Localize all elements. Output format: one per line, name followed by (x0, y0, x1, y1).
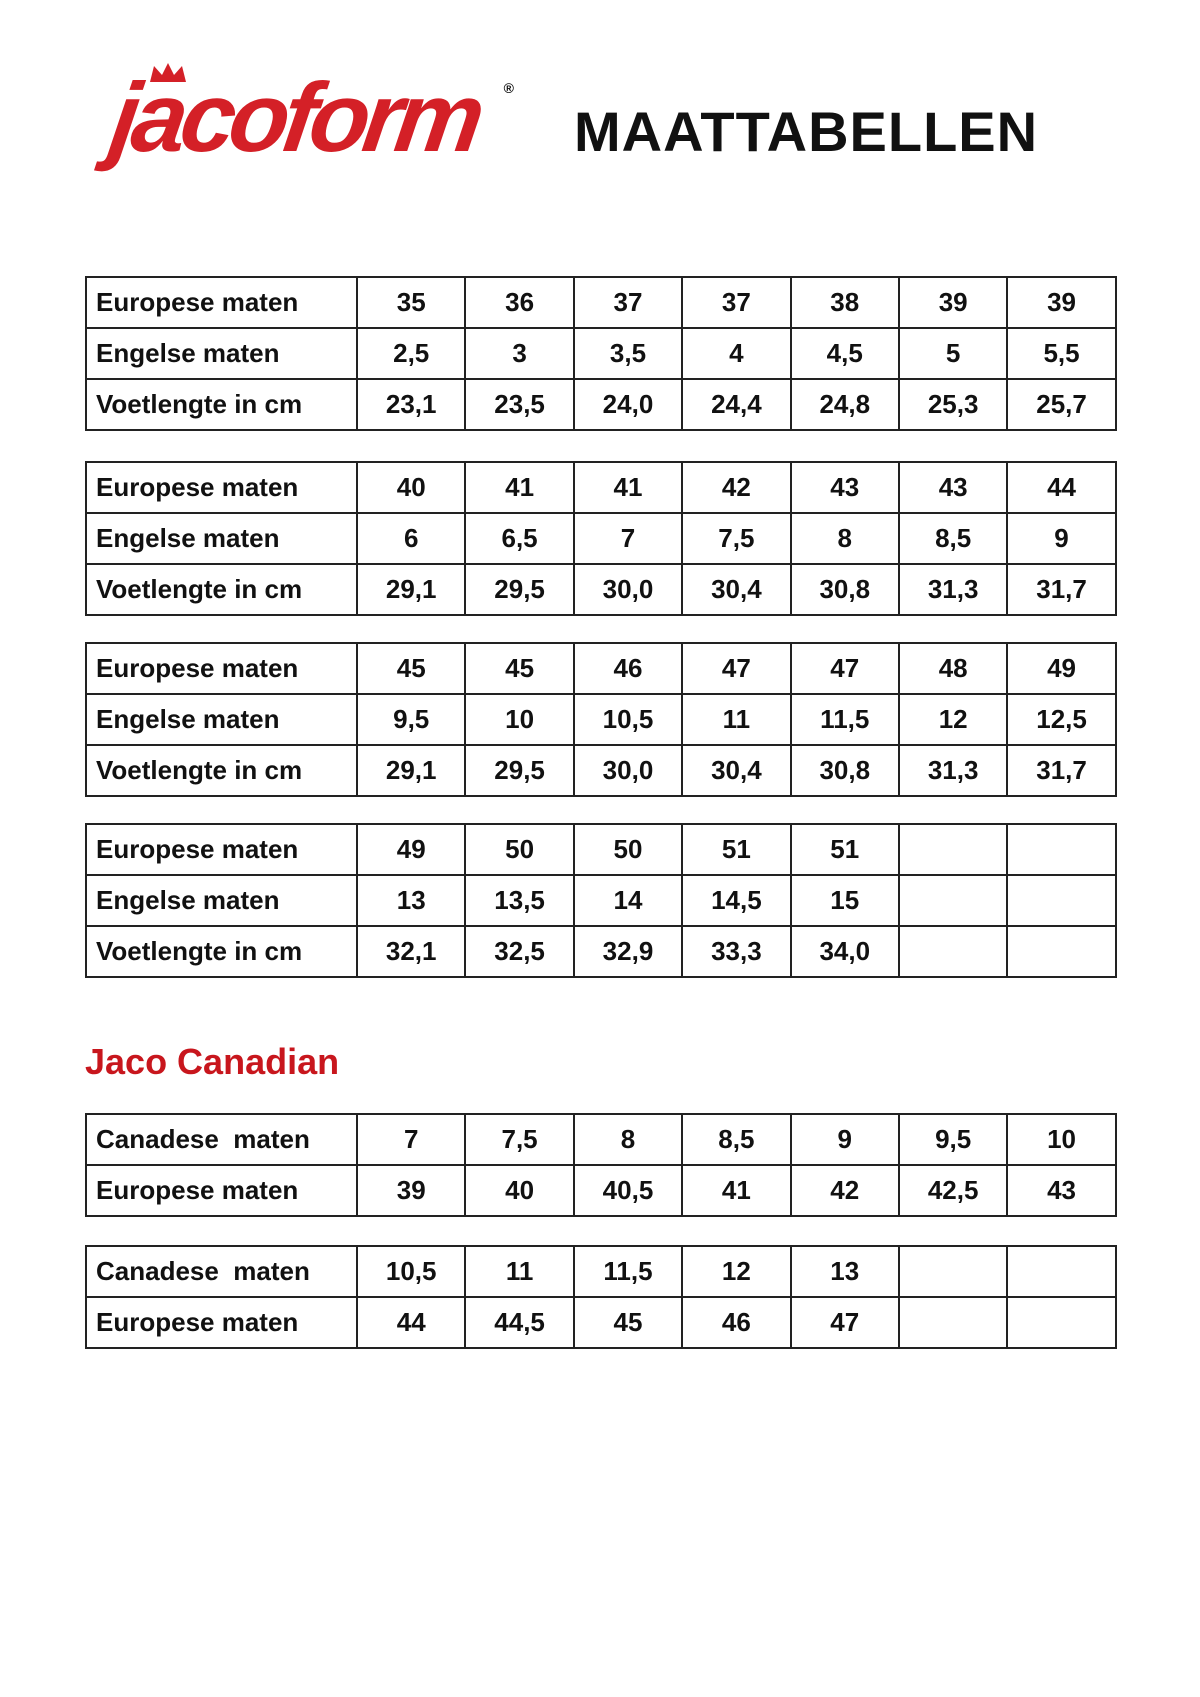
size-cell: 30,4 (682, 564, 790, 615)
size-cell: 9,5 (357, 694, 465, 745)
size-cell: 8,5 (682, 1114, 790, 1165)
size-cell: 7 (574, 513, 682, 564)
row-label: Europese maten (86, 643, 357, 694)
table-row (86, 564, 1116, 615)
size-cell: 2,5 (357, 328, 465, 379)
row-label: Europese maten (86, 277, 357, 328)
size-cell (899, 875, 1007, 926)
size-cell: 50 (465, 824, 573, 875)
jacoform-logo (104, 62, 522, 180)
size-cell: 42 (682, 462, 790, 513)
size-cell: 31,7 (1007, 564, 1115, 615)
size-cell: 25,3 (899, 379, 1007, 430)
size-cell: 30,0 (574, 745, 682, 796)
size-cell: 24,8 (791, 379, 899, 430)
row-label: Europese maten (86, 824, 357, 875)
size-cell: 11 (465, 1246, 573, 1297)
size-cell: 24,4 (682, 379, 790, 430)
size-cell: 34,0 (791, 926, 899, 977)
size-cell: 42 (791, 1165, 899, 1216)
size-cell (899, 926, 1007, 977)
size-cell: 7,5 (682, 513, 790, 564)
size-cell: 12 (682, 1246, 790, 1297)
size-cell: 39 (899, 277, 1007, 328)
size-cell: 48 (899, 643, 1007, 694)
size-cell: 6 (357, 513, 465, 564)
size-cell: 45 (357, 643, 465, 694)
size-cell: 7,5 (465, 1114, 573, 1165)
size-cell: 29,1 (357, 564, 465, 615)
size-cell: 30,0 (574, 564, 682, 615)
size-cell: 5,5 (1007, 328, 1115, 379)
size-cell: 45 (574, 1297, 682, 1348)
canadian-section-title: Jaco Canadian (85, 1041, 340, 1082)
size-cell: 31,7 (1007, 745, 1115, 796)
size-cell: 33,3 (682, 926, 790, 977)
size-cell: 13 (357, 875, 465, 926)
size-cell: 44 (357, 1297, 465, 1348)
size-cell: 12,5 (1007, 694, 1115, 745)
size-cell: 40 (465, 1165, 573, 1216)
size-cell: 25,7 (1007, 379, 1115, 430)
table-row (86, 277, 1116, 328)
canadian-table-2 (85, 1245, 1117, 1349)
size-cell: 35 (357, 277, 465, 328)
size-cell: 11,5 (791, 694, 899, 745)
size-cell: 38 (791, 277, 899, 328)
size-cell: 8,5 (899, 513, 1007, 564)
size-cell: 10 (465, 694, 573, 745)
table-row (86, 1246, 1116, 1297)
table-row (86, 462, 1116, 513)
row-label: Engelse maten (86, 694, 357, 745)
size-cell: 4 (682, 328, 790, 379)
table-row (86, 694, 1116, 745)
table-row (86, 1297, 1116, 1348)
size-cell: 42,5 (899, 1165, 1007, 1216)
size-cell: 9,5 (899, 1114, 1007, 1165)
row-label: Europese maten (86, 1165, 357, 1216)
size-cell: 14,5 (682, 875, 790, 926)
size-cell: 6,5 (465, 513, 573, 564)
logo-wordmark: jacoform (104, 62, 486, 172)
size-table-3 (85, 642, 1117, 797)
size-cell: 14 (574, 875, 682, 926)
size-cell: 4,5 (791, 328, 899, 379)
size-cell: 43 (791, 462, 899, 513)
table-row (86, 926, 1116, 977)
page-header (0, 0, 1200, 200)
size-cell: 44 (1007, 462, 1115, 513)
size-cell: 10,5 (357, 1246, 465, 1297)
size-cell (899, 1297, 1007, 1348)
row-label: Voetlengte in cm (86, 379, 357, 430)
size-cell: 47 (682, 643, 790, 694)
size-cell: 44,5 (465, 1297, 573, 1348)
size-cell: 32,5 (465, 926, 573, 977)
size-cell: 32,9 (574, 926, 682, 977)
size-cell: 37 (682, 277, 790, 328)
row-label: Engelse maten (86, 328, 357, 379)
size-cell: 47 (791, 1297, 899, 1348)
row-label: Engelse maten (86, 875, 357, 926)
table-row (86, 328, 1116, 379)
size-table-4 (85, 823, 1117, 978)
size-table-1 (85, 276, 1117, 431)
size-cell: 29,5 (465, 745, 573, 796)
size-cell: 36 (465, 277, 573, 328)
size-cell: 3 (465, 328, 573, 379)
size-cell (899, 824, 1007, 875)
size-cell: 9 (1007, 513, 1115, 564)
size-cell: 10 (1007, 1114, 1115, 1165)
size-cell: 41 (682, 1165, 790, 1216)
size-cell: 46 (682, 1297, 790, 1348)
size-cell: 12 (899, 694, 1007, 745)
size-cell (899, 1246, 1007, 1297)
table-row (86, 1114, 1116, 1165)
row-label: Voetlengte in cm (86, 926, 357, 977)
size-cell: 49 (357, 824, 465, 875)
size-cell: 46 (574, 643, 682, 694)
table-row (86, 745, 1116, 796)
size-cell: 51 (682, 824, 790, 875)
table-row (86, 513, 1116, 564)
size-cell: 39 (1007, 277, 1115, 328)
size-cell (1007, 824, 1115, 875)
size-cell: 31,3 (899, 745, 1007, 796)
size-cell: 45 (465, 643, 573, 694)
row-label: Engelse maten (86, 513, 357, 564)
size-cell: 39 (357, 1165, 465, 1216)
size-cell: 3,5 (574, 328, 682, 379)
row-label: Canadese maten (86, 1114, 357, 1165)
table-row (86, 875, 1116, 926)
size-cell: 23,1 (357, 379, 465, 430)
size-cell: 11,5 (574, 1246, 682, 1297)
size-cell: 24,0 (574, 379, 682, 430)
size-cell: 9 (791, 1114, 899, 1165)
size-cell: 40,5 (574, 1165, 682, 1216)
size-cell: 47 (791, 643, 899, 694)
size-cell: 31,3 (899, 564, 1007, 615)
size-cell: 29,5 (465, 564, 573, 615)
size-cell: 41 (574, 462, 682, 513)
table-row (86, 1165, 1116, 1216)
size-cell (1007, 926, 1115, 977)
size-cell: 30,8 (791, 564, 899, 615)
size-cell: 30,8 (791, 745, 899, 796)
size-cell: 32,1 (357, 926, 465, 977)
size-cell: 7 (357, 1114, 465, 1165)
row-label: Voetlengte in cm (86, 564, 357, 615)
size-cell: 11 (682, 694, 790, 745)
size-cell (1007, 1246, 1115, 1297)
size-table-2 (85, 461, 1117, 616)
table-row (86, 643, 1116, 694)
size-cell: 13,5 (465, 875, 573, 926)
row-label: Voetlengte in cm (86, 745, 357, 796)
row-label: Europese maten (86, 462, 357, 513)
table-row (86, 824, 1116, 875)
canadian-table-1 (85, 1113, 1117, 1217)
table-row (86, 379, 1116, 430)
row-label: Canadese maten (86, 1246, 357, 1297)
size-cell: 49 (1007, 643, 1115, 694)
size-cell: 8 (574, 1114, 682, 1165)
size-cell: 37 (574, 277, 682, 328)
size-cell: 43 (1007, 1165, 1115, 1216)
size-cell: 43 (899, 462, 1007, 513)
size-cell: 51 (791, 824, 899, 875)
row-label: Europese maten (86, 1297, 357, 1348)
size-cell: 29,1 (357, 745, 465, 796)
size-cell (1007, 875, 1115, 926)
page-title: MAATTABELLEN (574, 100, 1039, 163)
registered-mark: ® (503, 80, 514, 96)
size-cell: 23,5 (465, 379, 573, 430)
size-cell: 40 (357, 462, 465, 513)
size-cell: 15 (791, 875, 899, 926)
size-cell (1007, 1297, 1115, 1348)
size-cell: 8 (791, 513, 899, 564)
size-cell: 13 (791, 1246, 899, 1297)
size-cell: 30,4 (682, 745, 790, 796)
size-cell: 10,5 (574, 694, 682, 745)
size-cell: 50 (574, 824, 682, 875)
size-cell: 5 (899, 328, 1007, 379)
size-cell: 41 (465, 462, 573, 513)
